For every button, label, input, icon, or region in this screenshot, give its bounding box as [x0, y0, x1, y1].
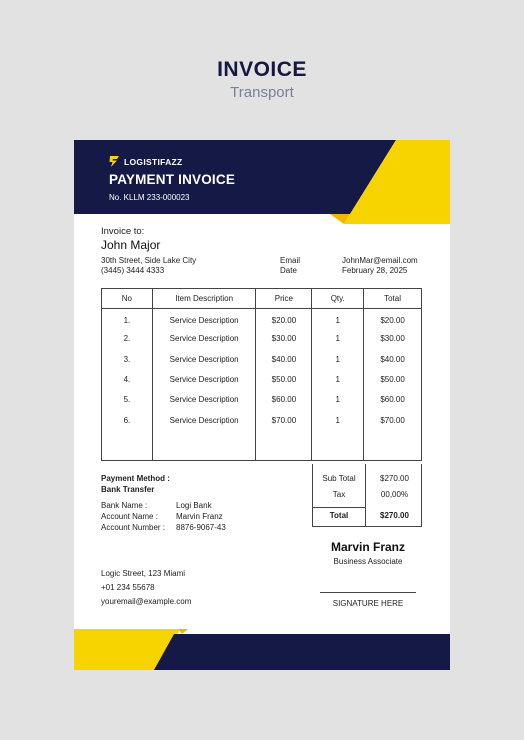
- total-value: $270.00: [380, 511, 409, 520]
- tax-label: Tax: [332, 490, 346, 499]
- cell-total: $50.00: [364, 369, 422, 389]
- cell-description: Service Description: [152, 309, 256, 329]
- cell-qty: 1: [312, 349, 364, 369]
- cell-qty: 1: [312, 309, 364, 329]
- cell-description: Service Description: [152, 369, 256, 389]
- column-header-no: No: [102, 289, 153, 309]
- bank-name: Logi Bank: [176, 501, 212, 510]
- cell-no: 4.: [102, 369, 153, 389]
- contact-phone: +01 234 55678: [101, 583, 155, 592]
- email-label: Email: [280, 256, 301, 265]
- brand-logo: [109, 156, 183, 167]
- cell-total: $20.00: [364, 309, 422, 329]
- cell-total: $30.00: [364, 329, 422, 349]
- table-row: [102, 329, 422, 349]
- cell-description: Service Description: [152, 410, 256, 430]
- tax-value: 00,00%: [380, 490, 409, 499]
- cell-qty: 1: [312, 369, 364, 389]
- total-label: Total: [329, 511, 349, 520]
- cell-price: $60.00: [256, 390, 312, 410]
- client-address: 30th Street, Side Lake City: [101, 256, 197, 265]
- page-subtitle: Transport: [230, 84, 294, 101]
- cell-price: $20.00: [256, 309, 312, 329]
- cell-no: 1.: [102, 309, 153, 329]
- signatory-name: Marvin Franz: [330, 540, 405, 554]
- cell-price: $50.00: [256, 369, 312, 389]
- client-email: JohnMar@email.com: [342, 256, 418, 265]
- account-number: 8876-9067-43: [176, 523, 226, 532]
- table-header-row: [102, 289, 422, 309]
- account-name-label: Account Name :: [101, 512, 158, 521]
- footer-banner: [74, 626, 450, 670]
- subtotal-label: Sub Total: [322, 474, 356, 483]
- client-name: John Major: [101, 238, 161, 252]
- cell-qty: 1: [312, 410, 364, 430]
- table-row: [102, 349, 422, 369]
- cell-total: $60.00: [364, 390, 422, 410]
- table-row: [102, 309, 422, 329]
- payment-method: Bank Transfer: [101, 485, 155, 494]
- invoice-date: February 28, 2025: [342, 266, 408, 275]
- invoice-to-label: Invoice to:: [101, 226, 145, 237]
- invoice-title: PAYMENT INVOICE: [109, 172, 236, 187]
- account-number-label: Account Number :: [101, 523, 166, 532]
- client-phone: (3445) 3444 4333: [101, 266, 165, 275]
- column-header-price: Price: [256, 289, 312, 309]
- cell-total: $40.00: [364, 349, 422, 369]
- cell-qty: 1: [312, 390, 364, 410]
- brand-name: LOGISTIFAZZ: [124, 156, 183, 167]
- cell-price: $70.00: [256, 410, 312, 430]
- contact-email: youremail@example.com: [101, 597, 192, 606]
- lightning-icon: [109, 156, 119, 167]
- subtotal-value: $270.00: [380, 474, 409, 483]
- table-row: [102, 369, 422, 389]
- cell-price: $30.00: [256, 329, 312, 349]
- payment-method-title: Payment Method :: [101, 474, 170, 483]
- cell-description: Service Description: [152, 349, 256, 369]
- cell-total: $70.00: [364, 410, 422, 430]
- table-empty-row: [102, 430, 422, 460]
- cell-price: $40.00: [256, 349, 312, 369]
- cell-description: Service Description: [152, 329, 256, 349]
- table-row: [102, 410, 422, 430]
- table-row: [102, 390, 422, 410]
- cell-no: 3.: [102, 349, 153, 369]
- contact-address: Logic Street, 123 Miami: [101, 569, 186, 578]
- items-table: [101, 288, 422, 461]
- cell-no: 5.: [102, 390, 153, 410]
- account-name: Marvin Franz: [176, 512, 223, 521]
- date-label: Date: [280, 266, 297, 275]
- invoice-document: [74, 140, 450, 670]
- cell-description: Service Description: [152, 390, 256, 410]
- cell-no: 2.: [102, 329, 153, 349]
- cell-qty: 1: [312, 329, 364, 349]
- signature-line: [320, 592, 416, 593]
- totals-box: [312, 464, 422, 527]
- column-header-total: Total: [364, 289, 422, 309]
- column-header-qty: Qty.: [312, 289, 364, 309]
- signature-label: SIGNATURE HERE: [332, 599, 404, 608]
- bank-name-label: Bank Name :: [101, 501, 148, 510]
- invoice-number: No. KLLM 233-000023: [109, 193, 190, 202]
- cell-no: 6.: [102, 410, 153, 430]
- page-title: INVOICE: [217, 58, 307, 81]
- signatory-role: Business Associate: [333, 557, 403, 566]
- column-header-description: Item Description: [152, 289, 256, 309]
